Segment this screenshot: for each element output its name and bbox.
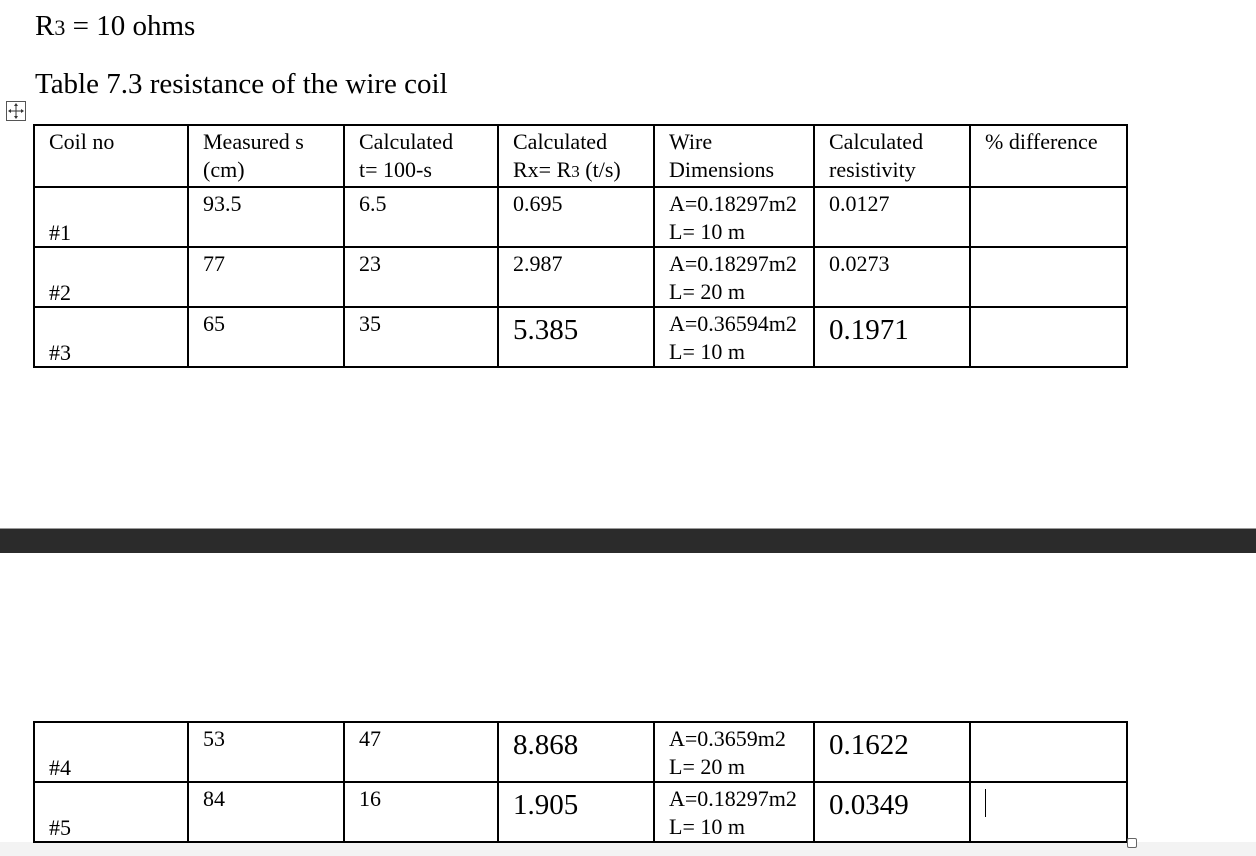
resistivity-cell[interactable]: 0.0127 (814, 187, 970, 247)
table-row (34, 307, 1127, 367)
calculated-rx-cell[interactable]: 0.695 (498, 187, 654, 247)
coil-cell[interactable]: #3 (34, 307, 188, 367)
calculated-rx-cell[interactable]: 2.987 (498, 247, 654, 307)
wire-dimensions-cell[interactable]: A=0.18297m2 L= 10 m (654, 187, 814, 247)
measured-s-cell[interactable]: 93.5 (188, 187, 344, 247)
page-break-gap (0, 528, 1256, 553)
text-cursor (985, 789, 986, 817)
table-row (34, 187, 1127, 247)
resistivity-cell[interactable]: 0.1622 (814, 722, 970, 782)
calculated-rx-cell[interactable]: 1.905 (498, 782, 654, 842)
difference-cell[interactable] (970, 247, 1127, 307)
calculated-t-cell[interactable]: 6.5 (344, 187, 498, 247)
calculated-t-cell[interactable]: 35 (344, 307, 498, 367)
difference-cell[interactable] (970, 307, 1127, 367)
page-bottom-edge (0, 842, 1256, 856)
header-cell[interactable]: % difference (970, 125, 1127, 187)
resistance-table (33, 124, 1128, 368)
coil-cell[interactable]: #2 (34, 247, 188, 307)
header-cell[interactable]: Calculated Rx= R3 (t/s) (498, 125, 654, 187)
table-header-row (34, 125, 1127, 187)
calculated-t-cell[interactable]: 16 (344, 782, 498, 842)
wire-dimensions-cell[interactable]: A=0.18297m2 L= 10 m (654, 782, 814, 842)
measured-s-cell[interactable]: 84 (188, 782, 344, 842)
measured-s-cell[interactable]: 53 (188, 722, 344, 782)
resistivity-cell[interactable]: 0.0349 (814, 782, 970, 842)
table-move-icon[interactable] (6, 101, 26, 121)
resistance-table-continued (33, 721, 1128, 843)
header-cell[interactable]: Wire Dimensions (654, 125, 814, 187)
resistivity-cell[interactable]: 0.0273 (814, 247, 970, 307)
header-cell[interactable]: Calculated resistivity (814, 125, 970, 187)
wire-dimensions-cell[interactable]: A=0.18297m2 L= 20 m (654, 247, 814, 307)
calculated-t-cell[interactable]: 23 (344, 247, 498, 307)
difference-cell[interactable] (970, 187, 1127, 247)
table-row (34, 782, 1127, 842)
wire-dimensions-cell[interactable]: A=0.3659m2 L= 20 m (654, 722, 814, 782)
resistivity-cell[interactable]: 0.1971 (814, 307, 970, 367)
coil-cell[interactable]: #5 (34, 782, 188, 842)
wire-dimensions-cell[interactable]: A=0.36594m2 L= 10 m (654, 307, 814, 367)
coil-cell[interactable]: #1 (34, 187, 188, 247)
r3-value-line: R3 = 10 ohms (35, 10, 196, 42)
table-row (34, 722, 1127, 782)
measured-s-cell[interactable]: 77 (188, 247, 344, 307)
table-caption: Table 7.3 resistance of the wire coil (35, 68, 448, 100)
measured-s-cell[interactable]: 65 (188, 307, 344, 367)
table-resize-icon[interactable] (1127, 838, 1137, 848)
calculated-rx-cell[interactable]: 5.385 (498, 307, 654, 367)
difference-cell[interactable] (970, 722, 1127, 782)
calculated-t-cell[interactable]: 47 (344, 722, 498, 782)
header-cell[interactable]: Coil no (34, 125, 188, 187)
difference-cell[interactable] (970, 782, 1127, 842)
coil-cell[interactable]: #4 (34, 722, 188, 782)
header-cell[interactable]: Measured s (cm) (188, 125, 344, 187)
table-row (34, 247, 1127, 307)
calculated-rx-cell[interactable]: 8.868 (498, 722, 654, 782)
header-cell[interactable]: Calculated t= 100-s (344, 125, 498, 187)
